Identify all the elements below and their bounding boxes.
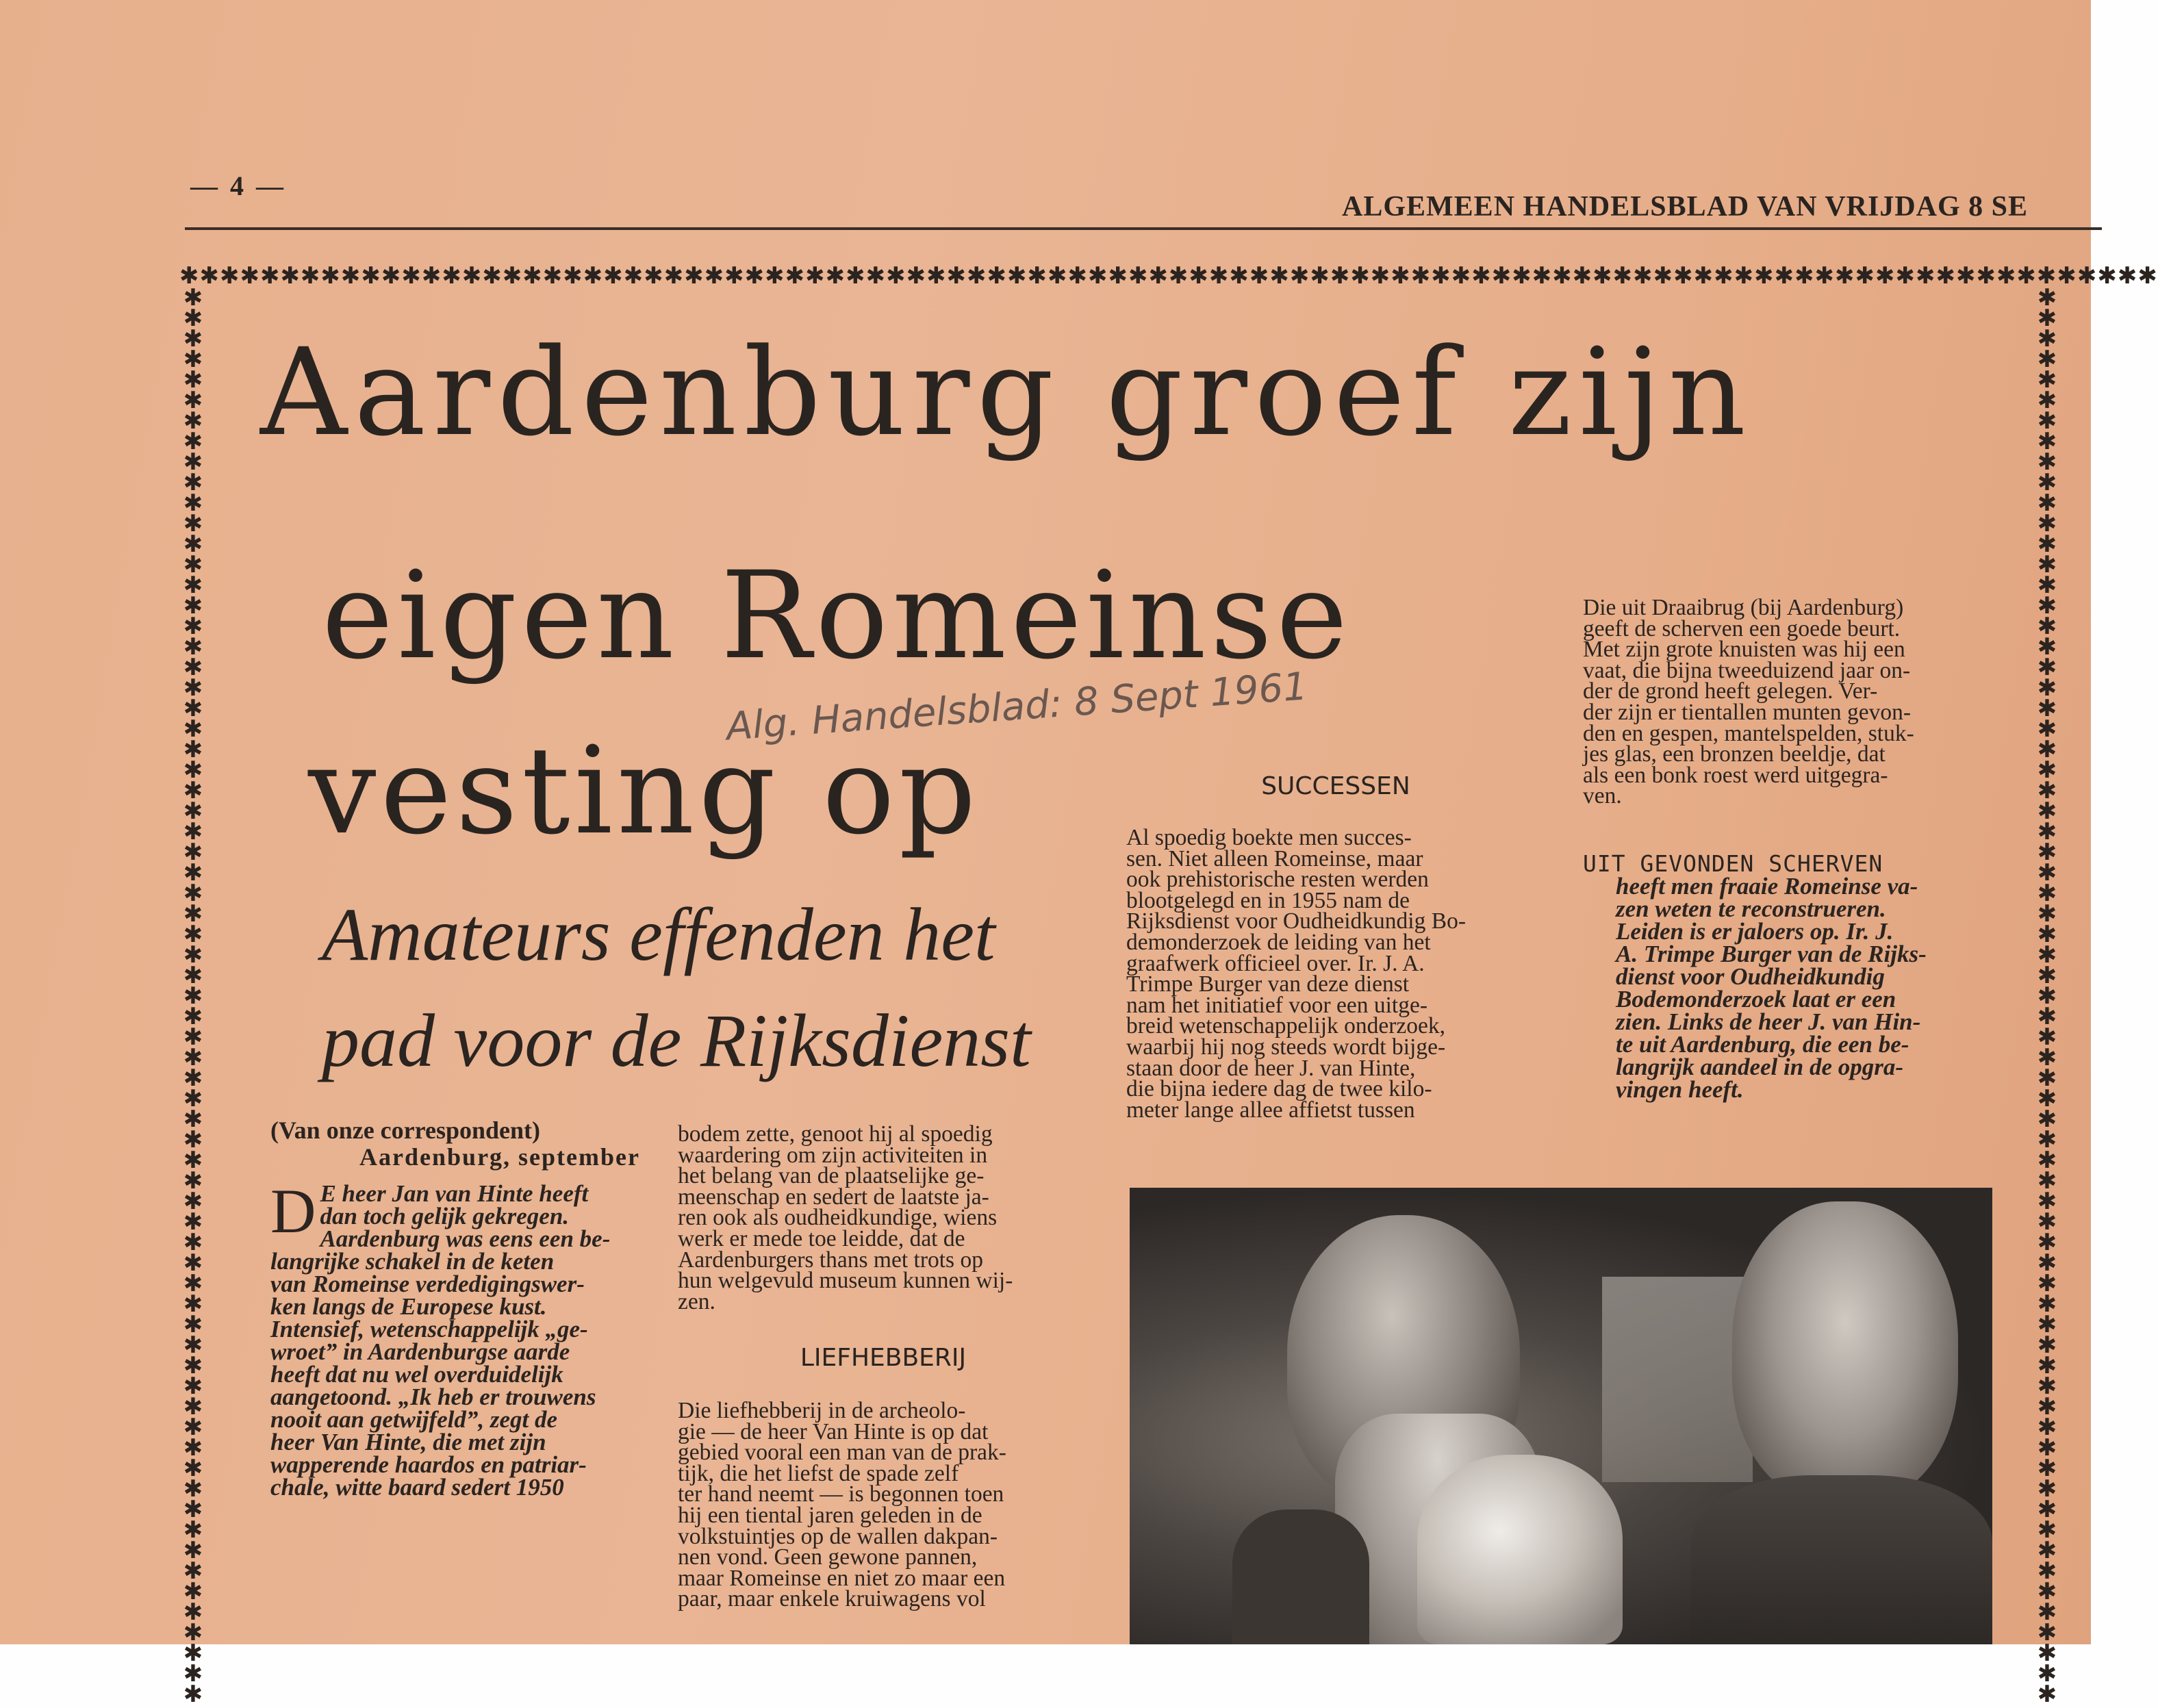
text-line: Trimpe Burger van deze dienst	[1126, 971, 1410, 997]
text-line: heer Van Hinte, die met zijn	[270, 1429, 546, 1456]
text-line: vingen heeft.	[1616, 1076, 1744, 1103]
text-block	[1126, 825, 1545, 1123]
text-line: der de grond heeft gelegen. Ver-	[1583, 678, 1878, 704]
text-line: Met zijn grote knuisten was hij een	[1583, 637, 1905, 663]
text-line: Die uit Draaibrug (bij Aardenburg)	[1583, 595, 1904, 620]
text-line: den en gespen, mantelspelden, stuk-	[1583, 720, 1914, 746]
dateline: Aardenburg, september	[359, 1143, 640, 1171]
text-line: Aardenburgers thans met trots op	[678, 1247, 983, 1273]
text-line: het belang van de plaatselijke ge-	[678, 1163, 985, 1189]
text-line: gie — de heer Van Hinte is op dat	[678, 1418, 989, 1444]
text-line: volkstuintjes op de wallen dakpan-	[678, 1523, 998, 1549]
headline-line-1: Aardenburg groef zijn	[260, 322, 1753, 463]
text-line: heeft dat nu wel overduidelijk	[270, 1361, 563, 1388]
photo-caption	[1583, 852, 1997, 1101]
text-line: aangetoond. „Ik heb er trouwens	[270, 1384, 596, 1411]
text-line: ken langs de Europese kust.	[270, 1293, 547, 1321]
text-line: Die liefhebberij in de archeolo-	[678, 1397, 966, 1423]
headline-line-3: vesting op	[308, 721, 980, 861]
text-line: wroet” in Aardenburgse aarde	[270, 1338, 570, 1366]
text-line: sen. Niet alleen Romeinse, maar	[1126, 845, 1423, 871]
text-line: Bodemonderzoek laat er een	[1616, 986, 1896, 1012]
text-line: gebied vooral een man van de prak-	[678, 1440, 1006, 1466]
photo-figure-right-head	[1732, 1201, 1958, 1503]
text-line: tijk, die het liefst de spade zelf	[678, 1460, 959, 1486]
text-line: meenschap en sedert de laatste ja-	[678, 1184, 989, 1210]
text-line: van Romeinse verdedigingswer-	[270, 1271, 585, 1298]
subheadline-line-2: pad voor de Rijksdienst	[322, 999, 1031, 1082]
photo-roman-vase	[1417, 1455, 1623, 1644]
section-heading-successen: SUCCESSEN	[1261, 772, 1410, 800]
text-line: bodem zette, genoot hij al spoedig	[678, 1121, 993, 1147]
text-line: langrijk aandeel in de opgra-	[1616, 1054, 1904, 1080]
star-border-right: ✱✱✱✱✱✱✱✱✱✱✱✱✱✱✱✱✱✱✱✱✱✱✱✱✱✱✱✱✱✱✱✱✱✱✱✱✱✱✱✱✱✱✱✱✱✱✱✱✱✱✱✱✱✱✱✱✱✱✱✱✱✱✱✱✱✱✱✱✱	[2037, 284, 2057, 1708]
text-line: meter lange allee affietst tussen	[1126, 1097, 1415, 1123]
caption-lead: UIT GEVONDEN SCHERVEN	[1583, 850, 1883, 877]
text-line: Leiden is er jaloers op. Ir. J.	[1616, 918, 1894, 945]
masthead: ALGEMEEN HANDELSBLAD VAN VRIJDAG 8 SE	[1342, 191, 2029, 222]
text-line: dan toch gelijk gekregen.	[320, 1203, 570, 1230]
star-border-top: ✱✱✱✱✱✱✱✱✱✱✱✱✱✱✱✱✱✱✱✱✱✱✱✱✱✱✱✱✱✱✱✱✱✱✱✱✱✱✱✱✱✱✱✱✱✱✱✱✱✱✱✱✱✱✱✱✱✱✱✱✱✱✱✱✱✱✱✱✱✱✱✱✱✱✱✱✱✱✱✱✱✱✱✱✱✱✱✱✱✱✱✱✱✱✱✱✱✱	[179, 262, 2158, 290]
text-line: maar Romeinse en niet zo maar een	[678, 1565, 1006, 1591]
text-line: breid wetenschappelijk onderzoek,	[1126, 1013, 1446, 1039]
article-column-3	[1126, 772, 1545, 1121]
handwritten-annotation: Alg. Handelsblad: 8 Sept 1961	[724, 664, 1309, 750]
text-line: Al spoedig boekte men succes-	[1126, 825, 1412, 850]
text-line: nooit aan getwijfeld”, zegt de	[270, 1406, 558, 1433]
byline: (Van onze correspondent)	[270, 1117, 540, 1144]
article-column-2	[678, 1121, 1089, 1612]
caption-text	[1583, 875, 1997, 1101]
photo-window	[1602, 1277, 1753, 1482]
text-line: nam het initiatief voor een uitge-	[1126, 992, 1427, 1018]
drop-cap: D	[270, 1176, 316, 1247]
section-heading-liefhebberij: LIEFHEBBERIJ	[800, 1344, 967, 1373]
text-line: ven.	[1583, 783, 1622, 809]
text-line: graafwerk officieel over. Ir. J. A.	[1126, 950, 1425, 976]
text-line: die bijna iedere dag de twee kilo-	[1126, 1076, 1432, 1102]
text-line: waardering om zijn activiteiten in	[678, 1142, 988, 1168]
text-line: ook prehistorische resten werden	[1126, 867, 1429, 893]
headline-line-2: eigen Romeinse	[322, 546, 1352, 686]
text-line: ter hand neemt — is begonnen toen	[678, 1481, 1004, 1507]
text-line: hij een tiental jaren geleden in de	[678, 1502, 982, 1528]
header-rule	[185, 227, 2102, 230]
article-column-1	[270, 1117, 640, 1501]
text-line: Intensief, wetenschappelijk „ge-	[270, 1316, 588, 1343]
text-line: zien. Links de heer J. van Hin-	[1616, 1008, 1921, 1035]
text-line: E heer Jan van Hinte heeft	[320, 1180, 589, 1208]
text-line: zen.	[678, 1288, 715, 1314]
text-line: dienst voor Oudheidkundig	[1616, 963, 1885, 990]
text-line: A. Trimpe Burger van de Rijks-	[1616, 941, 1927, 967]
subheadline-line-1: Amateurs effenden het	[322, 893, 995, 976]
text-line: te uit Aardenburg, die een be-	[1616, 1031, 1909, 1058]
text-line: als een bonk roest werd uitgegra-	[1583, 762, 1888, 788]
text-line: waarbij hij nog steeds wordt bijge-	[1126, 1034, 1446, 1060]
text-line: staan door de heer J. van Hinte,	[1126, 1055, 1416, 1081]
text-line: geeft de scherven een goede beurt.	[1583, 615, 1901, 641]
text-line: hun welgevuld museum kunnen wij-	[678, 1268, 1013, 1294]
text-line: wapperende haardos en patriar-	[270, 1451, 587, 1479]
text-line: Rijksdienst voor Oudheidkundig Bo-	[1126, 908, 1466, 934]
text-line: werk er mede toe leidde, dat de	[678, 1225, 965, 1251]
page-number: — 4 —	[190, 170, 286, 201]
text-line: Aardenburg was eens een be-	[320, 1225, 611, 1253]
article-column-4	[1583, 595, 1997, 809]
text-line: chale, witte baard sedert 1950	[270, 1474, 564, 1501]
text-line: der zijn er tientallen munten gevon-	[1583, 699, 1912, 725]
text-line: heeft men fraaie Romeinse va-	[1616, 873, 1918, 900]
photo-figure-right-body	[1691, 1475, 1992, 1644]
text-line: blootgelegd en in 1955 nam de	[1126, 887, 1410, 913]
text-line: jes glas, een bronzen beeldje, dat	[1583, 741, 1886, 767]
text-line: paar, maar enkele kruiwagens vol	[678, 1586, 986, 1612]
photo-figure-left-body	[1232, 1509, 1369, 1644]
text-line: demonderzoek de leiding van het	[1126, 929, 1431, 955]
lead-paragraph	[270, 1176, 640, 1501]
text-line: ren ook als oudheidkundige, wiens	[678, 1205, 998, 1231]
article-photo	[1130, 1188, 1992, 1644]
text-line: langrijke schakel in de keten	[270, 1248, 555, 1275]
star-border-left: ✱✱✱✱✱✱✱✱✱✱✱✱✱✱✱✱✱✱✱✱✱✱✱✱✱✱✱✱✱✱✱✱✱✱✱✱✱✱✱✱✱✱✱✱✱✱✱✱✱✱✱✱✱✱✱✱✱✱✱✱✱✱✱✱✱✱✱✱✱	[183, 284, 203, 1708]
text-line: nen vond. Geen gewone pannen,	[678, 1544, 978, 1570]
text-line: vaat, die bijna tweeduizend jaar on-	[1583, 657, 1911, 683]
text-line: zen weten te reconstrueren.	[1616, 895, 1886, 922]
